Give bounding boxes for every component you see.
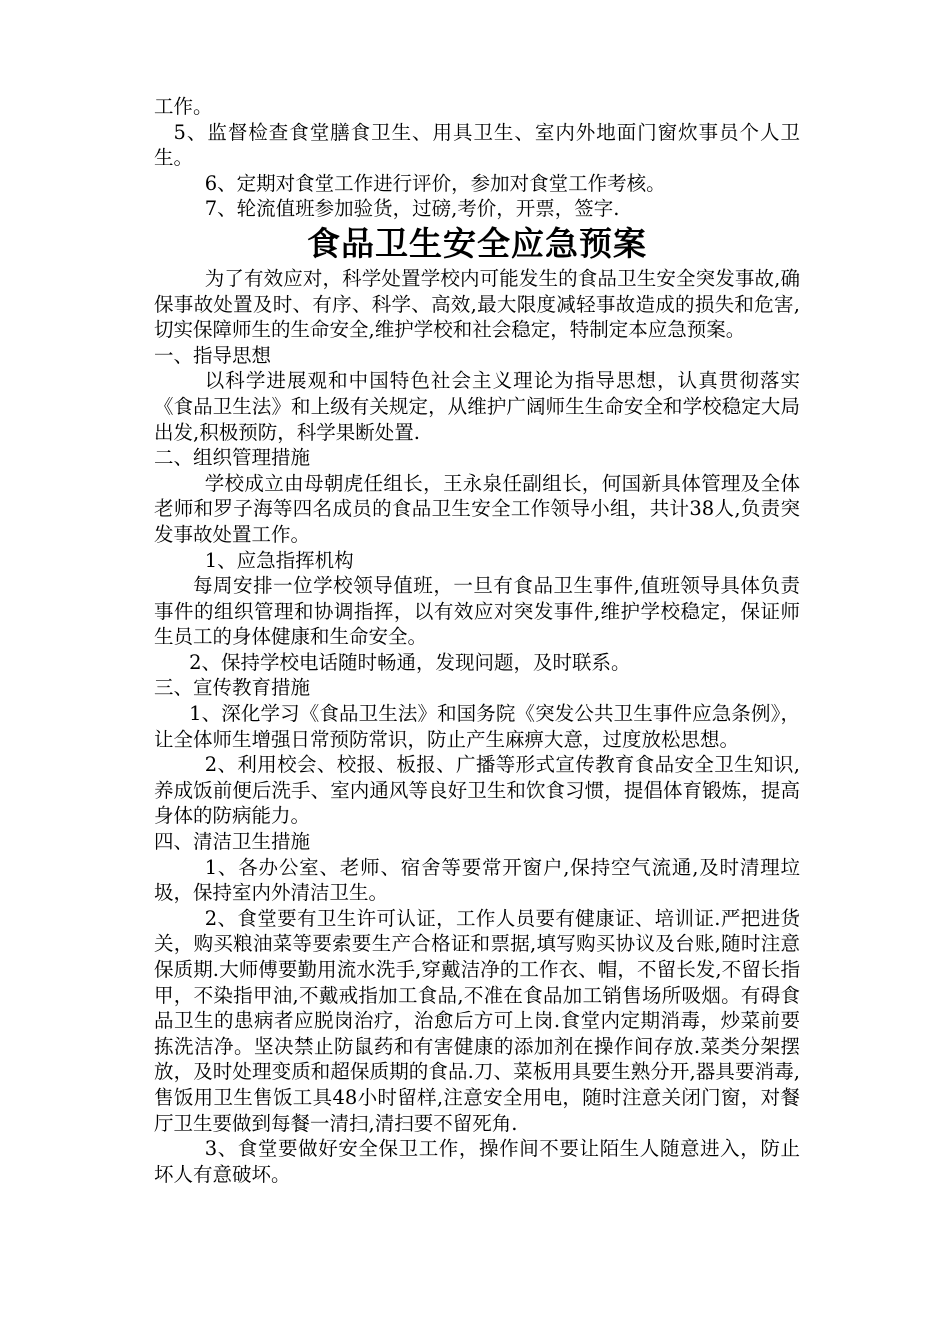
section-4-paragraph-1: 1、各办公室、老师、宿舍等要常开窗户,保持空气流通,及时清理垃圾，保持室内外清洁卫生。 <box>154 855 800 905</box>
section-3-paragraph-1: 1、深化学习《食品卫生法》和国务院《突发公共卫生事件应急条例》，让全体师生增强日常预防常识，防止产生麻痹大意，过度放松思想。 <box>154 702 800 751</box>
document-page <box>154 94 800 1187</box>
intro-line-3: 6、定期对食堂工作进行评价，参加对食堂工作考核。 <box>204 171 666 195</box>
section-heading-4: 四、清洁卫生措施 <box>154 830 311 854</box>
intro-line-1: 工作。 <box>154 95 213 118</box>
intro-line-4: 7、轮流值班参加验货，过磅,考价，开票，签字. <box>204 197 620 221</box>
section-heading-2: 二、组织管理措施 <box>154 446 311 470</box>
document-title: 食品卫生安全应急预案 <box>307 223 647 263</box>
section-3-paragraph-2: 2、利用校会、校报、板报、广播等形式宣传教育食品安全卫生知识,养成饭前便后洗手、室内通风等良好卫生和饮食习惯，提倡体育锻炼，提高身体的防病能力。 <box>154 753 800 828</box>
section-2-subheading-1: 1、应急指挥机构 <box>204 548 354 572</box>
section-1-paragraph-1: 以科学进展观和中国特色社会主义理论为指导思想，认真贯彻落实《食品卫生法》和上级有关规定，从维护广阔师生生命安全和学校稳定大局出发,积极预防，科学果断处置. <box>154 369 800 444</box>
section-heading-1: 一、指导思想 <box>154 343 272 367</box>
section-2-paragraph-3: 2、保持学校电话随时畅通，发现问题，及时联系。 <box>189 650 631 674</box>
section-4-paragraph-2: 2、食堂要有卫生许可认证，工作人员要有健康证、培训证.严把进货关，购买粮油菜等要索要生产合格证和票据,填写购买协议及台账,随时注意保质期.大师傅要勤用流水洗手,穿戴洁净的工作衣、帽，不留长发,不留长指甲，不染指甲油,不戴戒指加工食品,不准在食品加工销售场所吸烟。有碍食品卫生的患病者应脱岗治疗，治愈后方可上岗.食堂内定期消毒，炒菜前要拣洗洁净。坚决禁止防鼠药和有害健康的添加剂在操作间存放.菜类分架摆放，及时处理变质和超保质期的食品.刀、菜板用具要生熟分开,器具要消毒,售饭用卫生售饭工具48小时留样,注意安全用电，随时注意关闭门窗，对餐厅卫生要做到每餐一清扫,清扫要不留死角. <box>154 906 800 1135</box>
section-2-paragraph-1: 学校成立由母朝虎任组长，王永泉任副组长，何国新具体管理及全体老师和罗子海等四名成员的食品卫生安全工作领导小组，共计38人,负责突发事故处置工作。 <box>154 471 800 546</box>
intro-line-2: 5、监督检查食堂膳食卫生、用具卫生、室内外地面门窗炊事员个人卫生。 <box>154 120 800 170</box>
section-2-paragraph-2: 每周安排一位学校领导值班，一旦有食品卫生事件,值班领导具体负责事件的组织管理和协调指挥，以有效应对突发事件,维护学校稳定，保证师生员工的身体健康和生命安全。 <box>154 574 800 649</box>
preamble-paragraph: 为了有效应对，科学处置学校内可能发生的食品卫生安全突发事故,确保事故处置及时、有序、科学、高效,最大限度减轻事故造成的损失和危害,切实保障师生的生命安全,维护学校和社会稳定，特制定本应急预案。 <box>154 266 800 342</box>
section-4-paragraph-3: 3、食堂要做好安全保卫工作，操作间不要让陌生人随意进入，防止坏人有意破坏。 <box>154 1137 800 1186</box>
section-heading-3: 三、宣传教育措施 <box>154 676 311 700</box>
